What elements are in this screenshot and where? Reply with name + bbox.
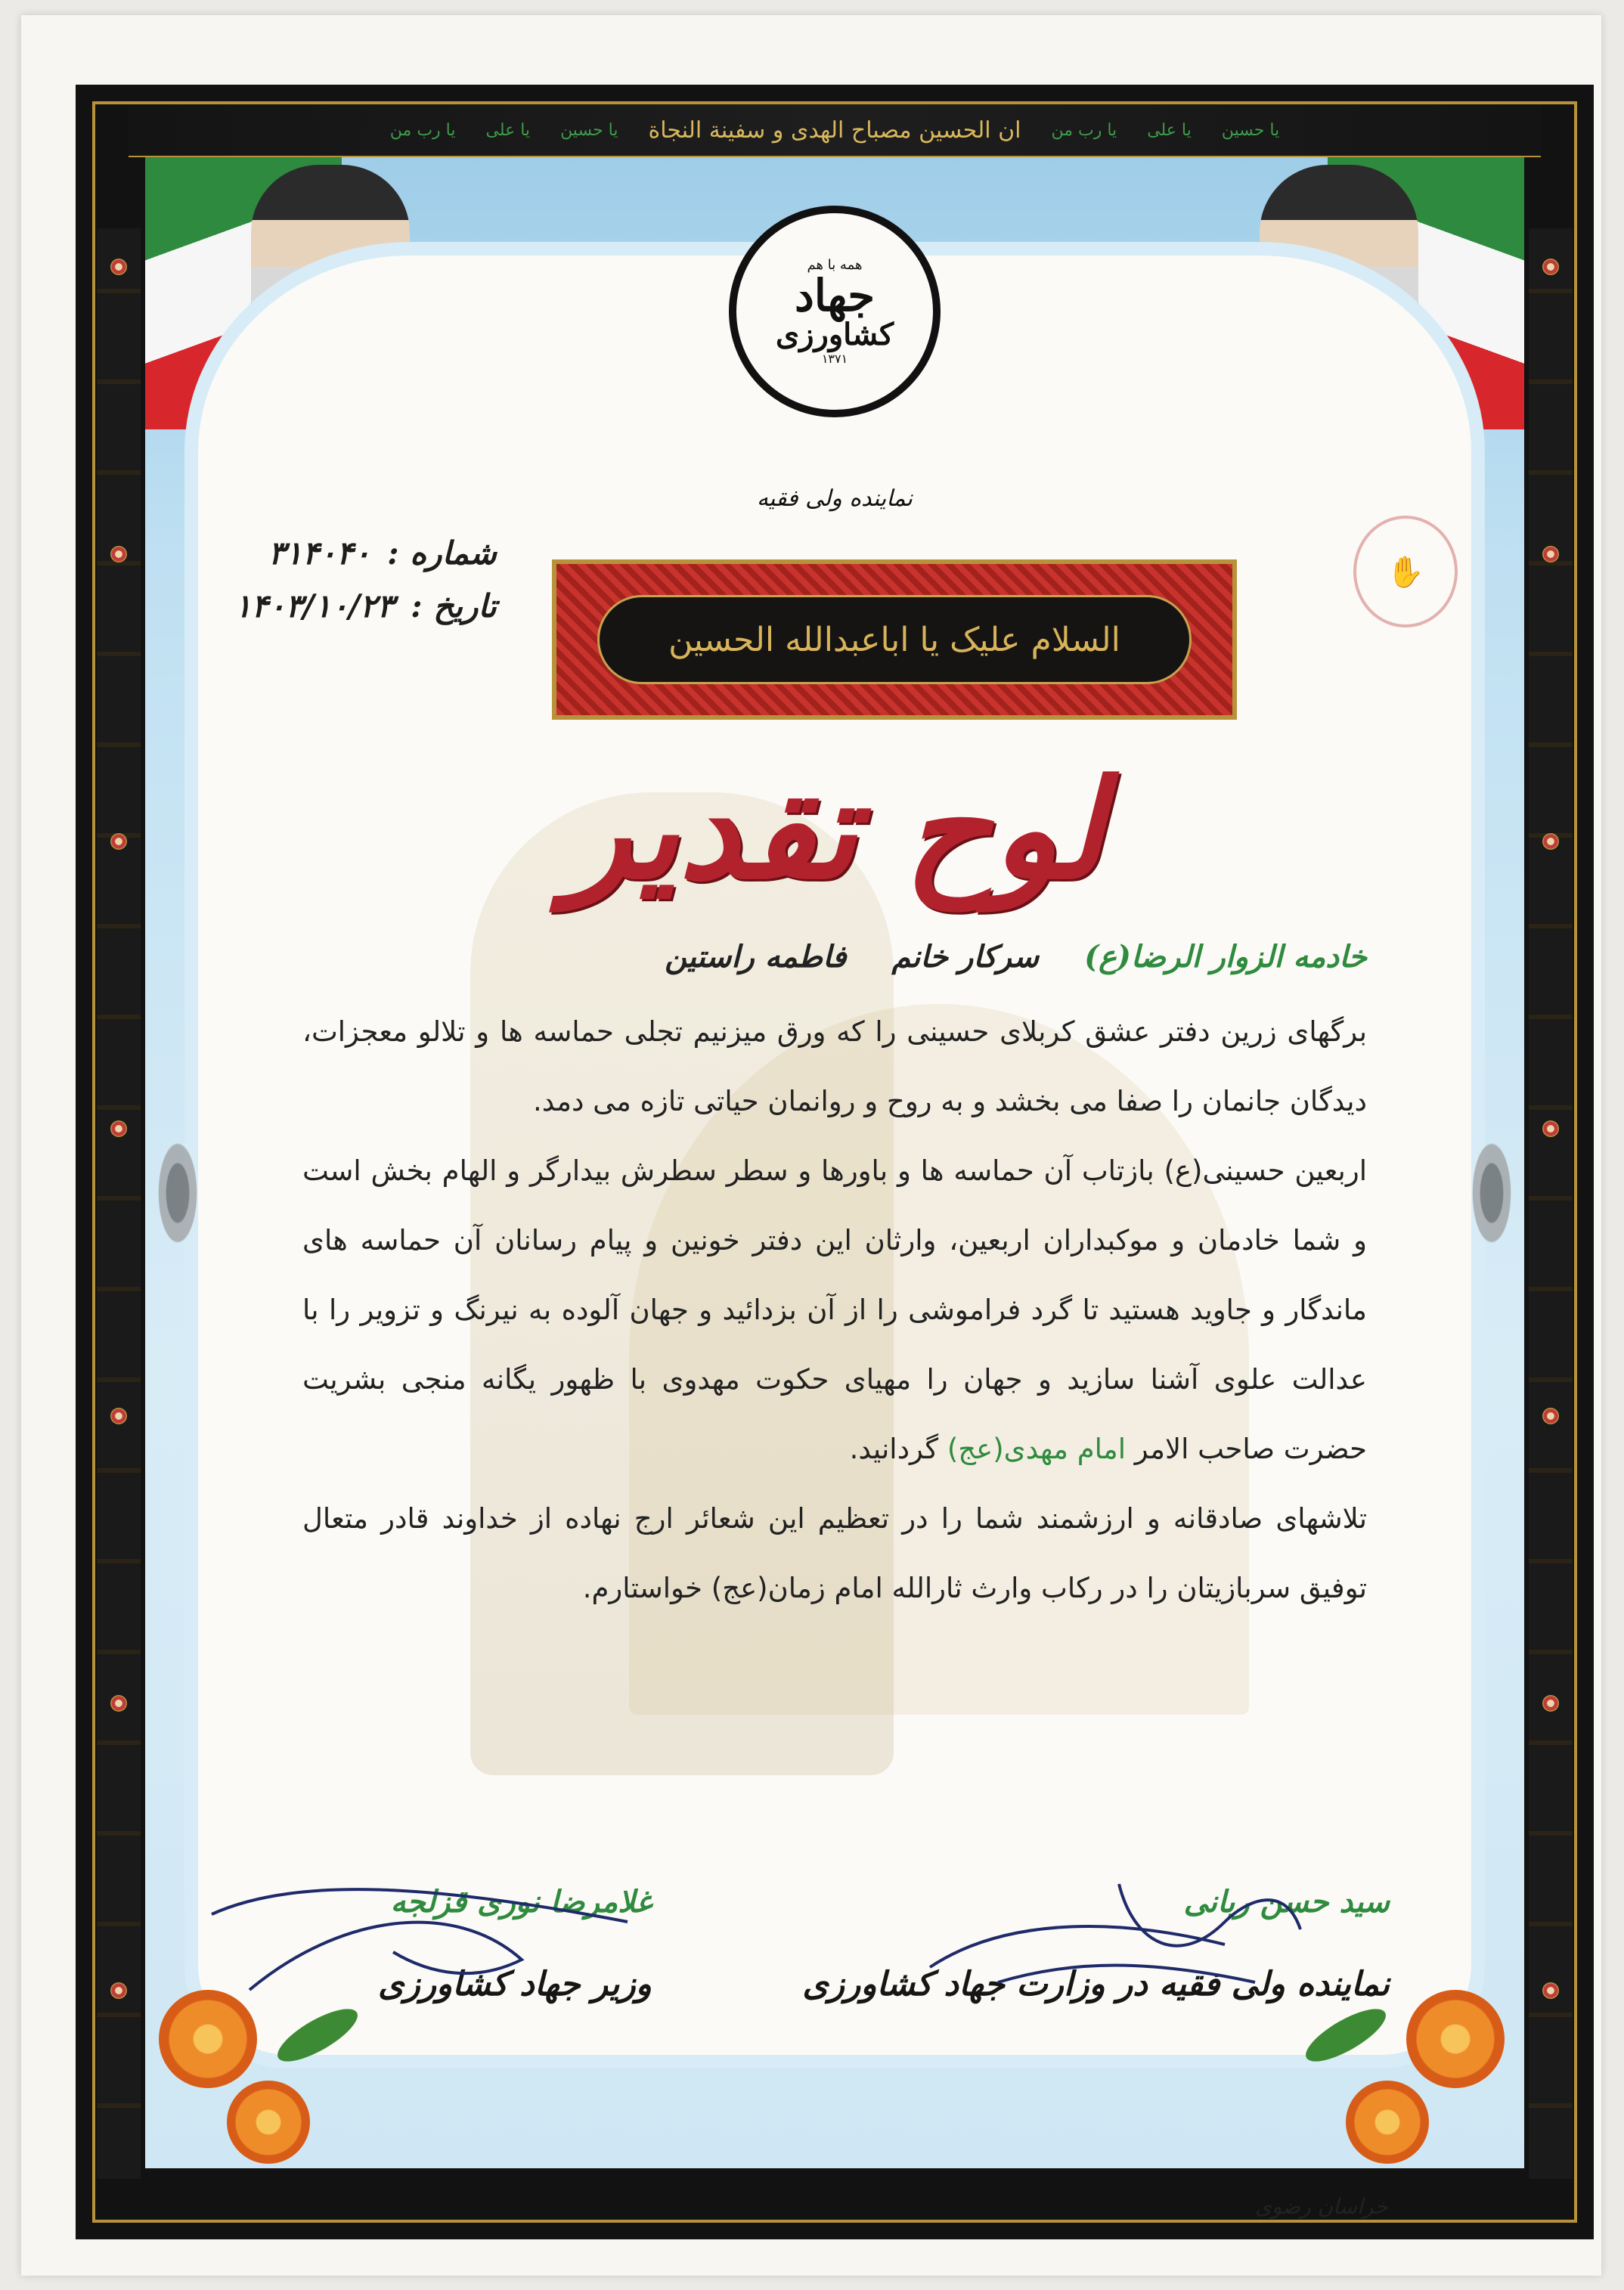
signatory-role: نماینده ولی فقیه در وزارت جهاد کشاورزی <box>802 1965 1390 2003</box>
handwritten-signature-right <box>907 1854 1376 2005</box>
banner-text: یا علی <box>1147 120 1192 140</box>
top-banner <box>129 104 1541 157</box>
paragraph-3: تلاشهای صادقانه و ارزشمند شما را در تعظیم این شعائر ارج نهاده از خداوند قادر متعال توفیق سربازیتان را در رکاب وارث ثارالله امام زمان(عج) خواستارم. <box>302 1502 1367 1604</box>
recipient-honorific: سرکار خانم <box>891 939 1040 975</box>
number-value: ۳۱۴۰۴۰ <box>268 535 371 572</box>
signatory-name: غلامرضا نوری قزلجه <box>390 1884 652 1920</box>
flower-icon <box>159 1990 257 2088</box>
banner-center-text: ان الحسین مصباح الهدی و سفینة النجاة <box>648 116 1021 144</box>
calligraphy-panel <box>552 559 1237 720</box>
jahad-logo <box>729 206 941 417</box>
paragraph-2-text: اربعین حسینی(ع) بازتاب آن حماسه ها و باورها و سطر سطرش بیدارگر و الهام بخش است و شما خادمان و موکبداران اربعین، وارثان این دفتر خونین و پیام رسانان آن حماسه های ماندگار و جاوید هستید تا گرد فراموشی را از آن بزدائید و جهان آلوده به نیرنگ و تزویر را با عدالت علوی آشنا سازید و جهان را مهیای حکوت مهدوی با ظهور یگانه منجی بشریت حضرت صاحب الامر <box>302 1154 1367 1465</box>
number-label: شماره : <box>387 535 497 572</box>
signatory-role: وزیر جهاد کشاورزی <box>378 1965 652 2003</box>
logo-year: ۱۳۷۱ <box>821 352 848 367</box>
certificate-title: لوح تقدیر <box>566 750 1104 909</box>
date-value: ۱۴۰۳/۱۰/۲۳ <box>234 587 395 624</box>
left-ornament-strip <box>97 228 141 2179</box>
strip-medallion-icon <box>110 1695 127 1712</box>
knot-ornament-icon <box>151 1125 204 1261</box>
logo-word-keshavarzi: کشاورزی <box>775 317 894 353</box>
date-row <box>234 580 497 633</box>
logo-top-text: همه با هم <box>807 256 863 273</box>
footer-location: خراسان رضوی <box>1255 2194 1388 2219</box>
strip-medallion-icon <box>1542 1695 1559 1712</box>
number-row <box>234 527 497 580</box>
hand-emblem-icon: ✋ <box>1353 516 1458 628</box>
certificate-paper <box>21 15 1601 2276</box>
recipient-name: فاطمه راستین <box>665 939 847 975</box>
strip-medallion-icon <box>110 259 127 275</box>
date-label: تاریخ : <box>411 587 497 624</box>
knot-ornament-icon <box>1465 1125 1518 1261</box>
paragraph-1: برگهای زرین دفتر عشق کربلای حسینی را که ورق میزنیم تجلی حماسه ها و تلالو معجزات، دیدگان جانمان را صفا می بخشد و به روح و روانمان حیاتی تازه می دمد. <box>302 1015 1367 1117</box>
recipient-line <box>302 939 1367 975</box>
banner-text: یا رب من <box>389 120 456 140</box>
handwritten-signature-left <box>204 1869 673 2005</box>
calligraphy-text: السلام علیک یا اباعبدالله الحسین <box>597 595 1192 684</box>
strip-medallion-icon <box>110 1120 127 1137</box>
strip-medallion-icon <box>110 1408 127 1424</box>
flower-icon <box>227 2081 310 2164</box>
strip-medallion-icon <box>1542 546 1559 562</box>
logo-word-jahad: جهاد <box>794 269 876 321</box>
strip-medallion-icon <box>1542 259 1559 275</box>
strip-medallion-icon <box>110 1982 127 1999</box>
right-ornament-strip <box>1529 228 1573 2179</box>
banner-text: یا حسین <box>1221 120 1280 140</box>
flower-icon <box>1346 2081 1429 2164</box>
flower-icon <box>1406 1990 1505 2088</box>
highlight-imam: امام مهدی(عج) <box>947 1433 1126 1465</box>
paragraph-2-end: گردانید. <box>849 1433 939 1465</box>
strip-medallion-icon <box>1542 1408 1559 1424</box>
signatory-name: سید حسن ربانی <box>1183 1884 1390 1920</box>
certificate-text <box>302 939 1367 1623</box>
strip-medallion-icon <box>1542 1982 1559 1999</box>
banner-text: یا علی <box>485 120 531 140</box>
document-meta <box>234 527 497 633</box>
logo-subtitle: نماینده ولی فقیه <box>756 485 913 512</box>
recipient-role: خادمه الزوار الرضا(ع) <box>1084 939 1367 975</box>
strip-medallion-icon <box>1542 1120 1559 1137</box>
ornamental-frame <box>76 85 1594 2239</box>
paragraph-2 <box>302 1136 1367 1484</box>
banner-text: یا حسین <box>560 120 618 140</box>
banner-text: یا رب من <box>1051 120 1117 140</box>
strip-medallion-icon <box>110 546 127 562</box>
